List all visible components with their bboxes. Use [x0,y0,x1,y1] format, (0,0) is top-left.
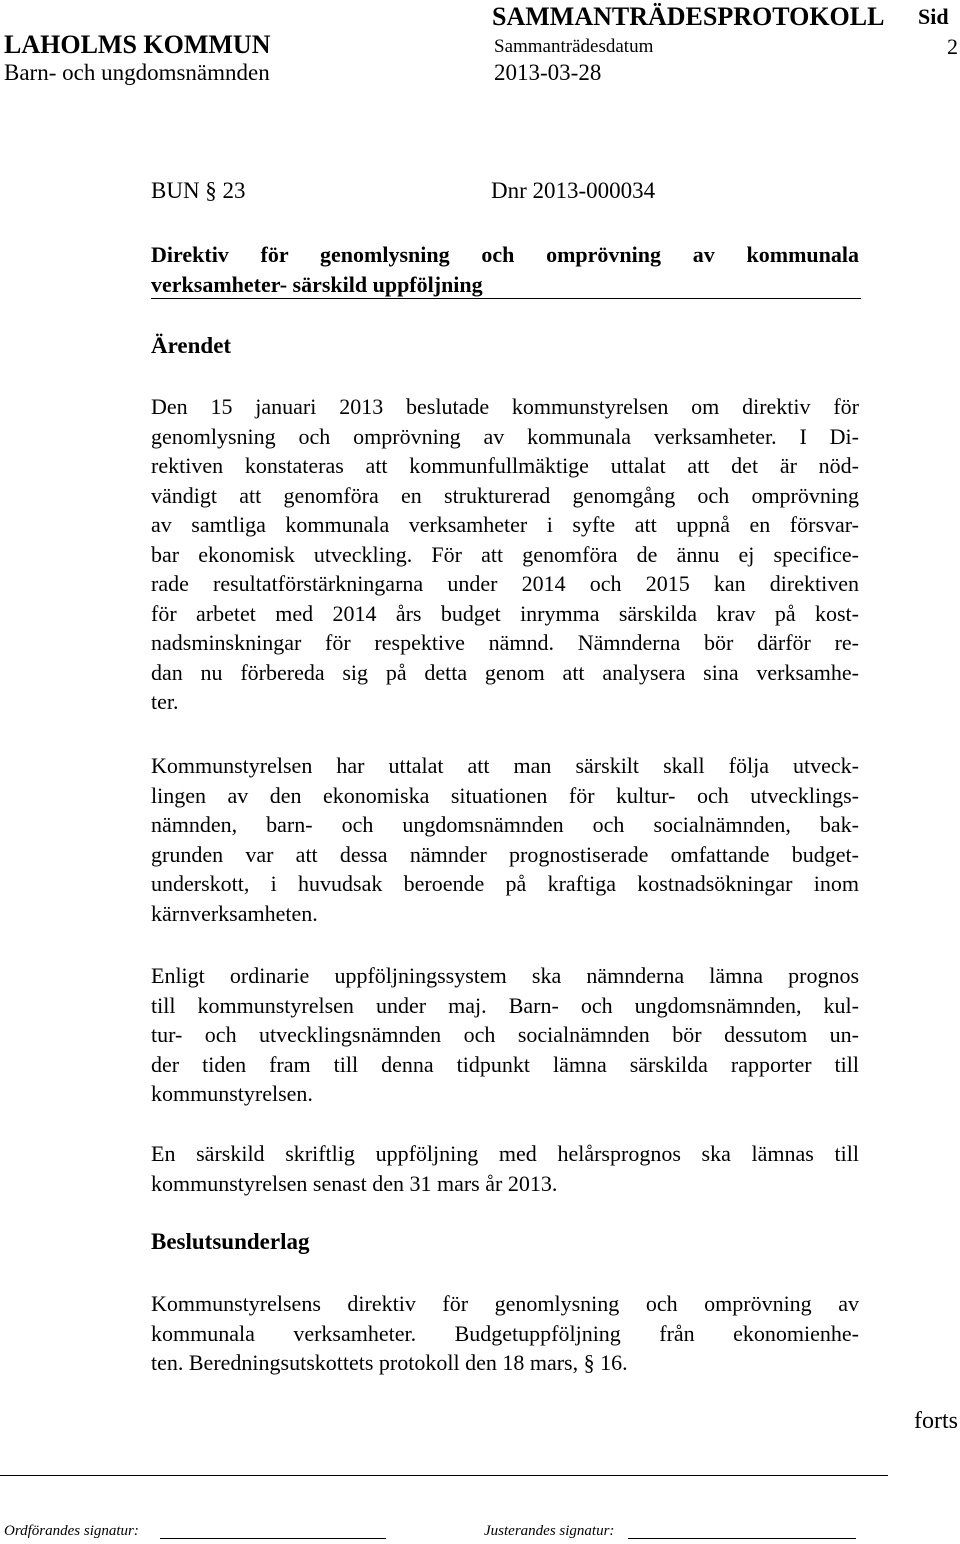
text-line: för arbetet med 2014 års budget inrymma särskilda krav på kost- [151,600,859,626]
heading-arendet: Ärendet [151,333,232,358]
text-line: kommunstyrelsen. [151,1081,313,1106]
organization-name: LAHOLMS KOMMUN [4,30,271,59]
text-line: nadsminskningar för respektive nämnd. Nämnderna bör därför re- [151,630,859,655]
text-line: till kommunstyrelsen under maj. Barn- och ungdomsnämnden, kul- [151,992,859,1018]
text-line: ten. Beredningsutskottets protokoll den 18 mars, § 16. [151,1350,628,1375]
adjuster-signature-label: Justerandes signatur: [484,1523,615,1539]
title-underline [151,298,861,299]
text-line: Kommunstyrelsens direktiv för genomlysning och omprövning av [151,1291,859,1316]
paragraph-1 [151,392,859,717]
sid-label: Sid [918,4,949,29]
text-line: bar ekonomisk utveckling. För att genomföra de ännu ej specifice- [151,541,859,567]
text-line: Kommunstyrelsen har uttalat att man särskilt skall följa utveck- [151,753,859,778]
text-line: Den 15 januari 2013 beslutade kommunstyrelsen om direktiv för [151,394,859,419]
case-title-line: Direktiv för genomlysning och omprövning av kommunala [151,242,859,267]
document-type: SAMMANTRÄDESPROTOKOLL [492,2,885,31]
paragraph-3 [151,961,859,1109]
text-line: grunden var att dessa nämnder prognostiserade omfattande budget- [151,841,859,867]
text-line: rektiven konstateras att kommunfullmäktige uttalat att det är nöd- [151,453,859,478]
page-number: 2 [947,34,958,59]
case-reference: BUN § 23 [151,178,246,203]
chair-signature-label: Ordförandes signatur: [4,1523,139,1539]
text-line: nämnden, barn- och ungdomsnämnden och socialnämnden, bak- [151,812,859,837]
meeting-date: 2013-03-28 [494,60,602,85]
text-line: underskott, i huvudsak beroende på kraftiga kostnadsökningar inom [151,871,859,896]
case-title-line: verksamheter- särskild uppföljning [151,272,483,297]
text-line: En särskild skriftlig uppföljning med helårsprognos ska lämnas till [151,1141,859,1166]
adjuster-signature-line [628,1538,856,1539]
beslutsunderlag-text [151,1289,859,1378]
text-line: dan nu förbereda sig på detta genom att analysera sina verksamhe- [151,659,859,685]
case-title [151,240,859,300]
text-line: vändigt att genomföra en strukturerad genomgång och omprövning [151,482,859,508]
text-line: Enligt ordinarie uppföljningssystem ska nämnderna lämna prognos [151,963,859,988]
department-name: Barn- och ungdomsnämnden [4,60,270,85]
text-line: genomlysning och omprövning av kommunala verksamheter. I Di- [151,423,859,449]
chair-signature-line [160,1538,386,1539]
footer-rule [0,1475,888,1476]
paragraph-2 [151,751,859,928]
text-line: lingen av den ekonomiska situationen för kultur- och utvecklings- [151,782,859,808]
case-dnr: Dnr 2013-000034 [491,178,656,203]
paragraph-4 [151,1139,859,1198]
continuation-marker: forts [914,1408,958,1434]
text-line: ter. [151,689,179,714]
text-line: rade resultatförstärkningarna under 2014 och 2015 kan direktiven [151,571,859,596]
text-line: kärnverksamheten. [151,900,318,926]
heading-beslutsunderlag: Beslutsunderlag [151,1229,310,1254]
text-line: kommunala verksamheter. Budgetuppföljning från ekonomienhe- [151,1320,859,1346]
meeting-date-label: Sammanträdesdatum [494,36,654,57]
text-line: kommunstyrelsen senast den 31 mars år 2013. [151,1170,558,1196]
text-line: tur- och utvecklingsnämnden och socialnämnden bör dessutom un- [151,1022,859,1047]
text-line: av samtliga kommunala verksamheter i syfte att uppnå en försvar- [151,512,859,537]
text-line: der tiden fram till denna tidpunkt lämna särskilda rapporter till [151,1051,859,1077]
